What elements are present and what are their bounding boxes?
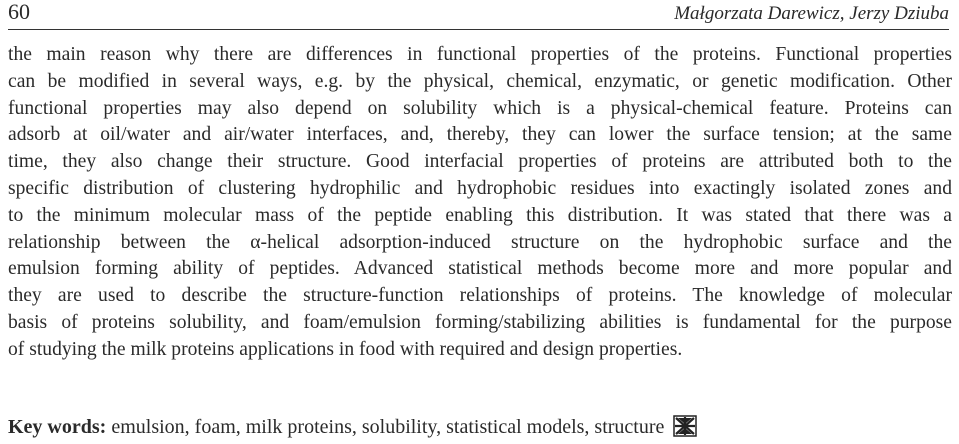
keywords-text: emulsion, foam, milk proteins, solubility, statistical models, structure xyxy=(111,416,665,438)
abstract-line: to the minimum molecular mass of the peptide enabling this distribution. It was stated that there was a xyxy=(8,204,952,226)
page-header xyxy=(8,0,949,30)
page-number: 60 xyxy=(8,0,30,24)
end-mark-icon xyxy=(673,415,697,437)
keywords xyxy=(8,414,697,440)
abstract-paragraph xyxy=(8,42,952,364)
abstract-line: emulsion forming ability of peptides. Advanced statistical methods become more and more popular and xyxy=(8,258,952,280)
abstract-line: relationship between the α-helical adsorption-induced structure on the hydrophobic surface and the xyxy=(8,231,952,253)
abstract-line: they are used to describe the structure-function relationships of proteins. The knowledge of molecular xyxy=(8,285,952,307)
abstract-line: the main reason why there are differences in functional properties of the proteins. Functional properties xyxy=(8,44,952,65)
abstract-line: specific distribution of clustering hydrophilic and hydrophobic residues into exactingly isolated zones and xyxy=(8,177,952,199)
abstract-line: adsorb at oil/water and air/water interfaces, and, thereby, they can lower the surface tension; at the same xyxy=(8,124,952,146)
abstract-line: functional properties may also depend on solubility which is a physical-chemical feature. Proteins can xyxy=(8,97,952,119)
running-header-authors: Małgorzata Darewicz, Jerzy Dziuba xyxy=(674,3,949,24)
keywords-label: Key words: xyxy=(8,416,107,438)
abstract-line: of studying the milk proteins applications in food with required and design properties. xyxy=(8,338,683,360)
abstract-line: can be modified in several ways, e.g. by the physical, chemical, enzymatic, or genetic modification. Other xyxy=(8,70,952,92)
abstract-line: time, they also change their structure. Good interfacial properties of proteins are attributed both to the xyxy=(8,151,952,173)
abstract-line: basis of proteins solubility, and foam/emulsion forming/stabilizing abilities is fundamental for the purpose xyxy=(8,311,952,333)
